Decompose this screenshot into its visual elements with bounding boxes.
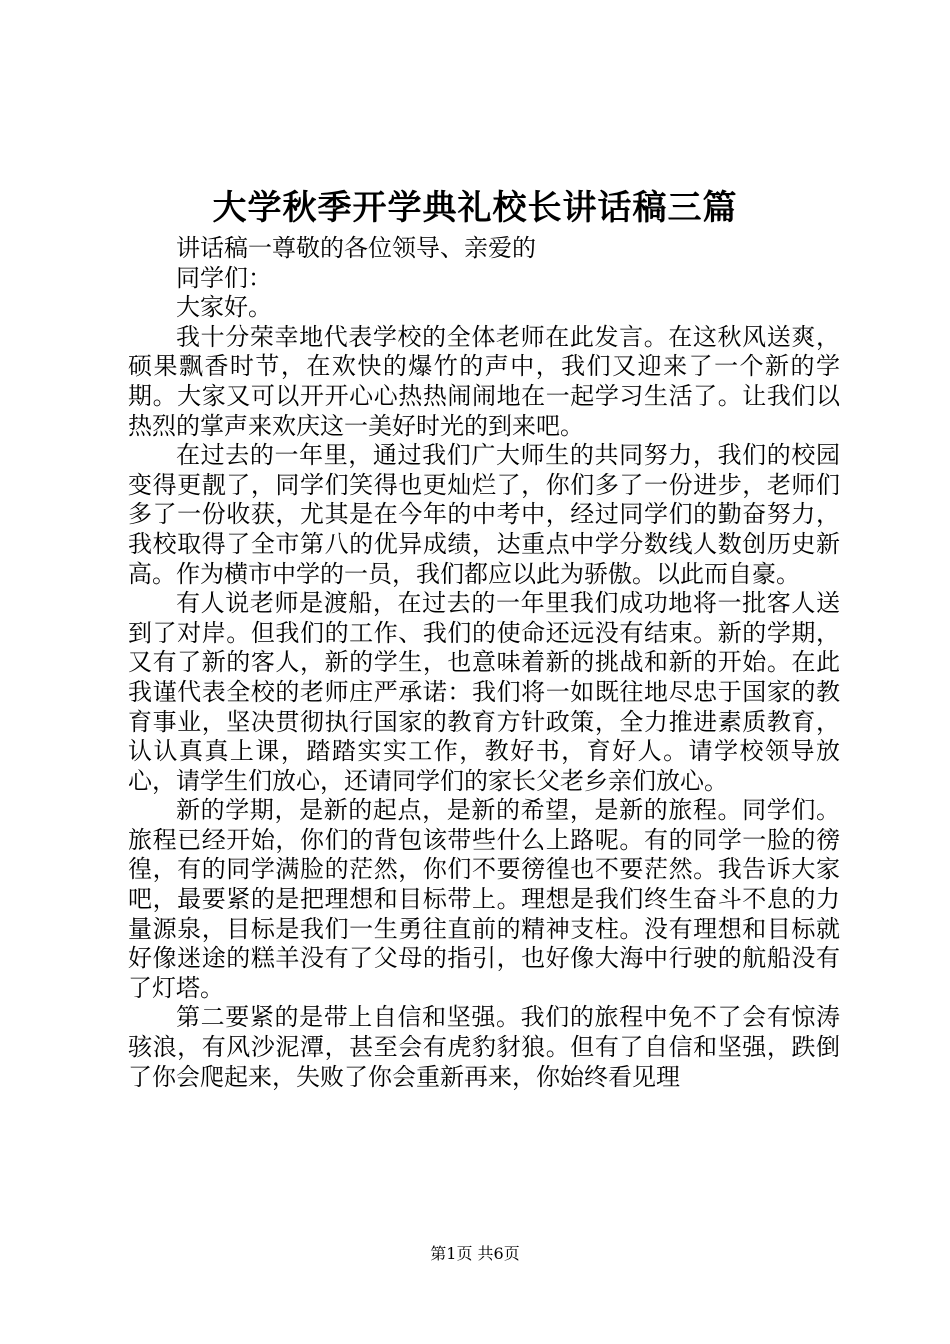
paragraph: 在过去的一年里，通过我们广大师生的共同努力，我们的校园变得更靓了，同学们笑得也更灿烂了，你们多了一份进步，老师们多了一份收获，尤其是在今年的中考中，经过同学们的勤奋努力，我校取得了全市第八的优异成绩，达重点中学分数线人数创历史新高。作为横市中学的一员，我们都应以此为骄傲。以此而自豪。 xyxy=(128,441,840,588)
paragraph-greeting: 大家好。 xyxy=(176,293,272,322)
document-body xyxy=(128,234,840,1092)
page-footer: 第1页 共6页 xyxy=(430,1244,520,1263)
paragraph-salutation: 讲话稿一尊敬的各位领导、亲爱的 xyxy=(176,234,536,262)
paragraph: 第二要紧的是带上自信和坚强。我们的旅程中免不了会有惊涛骇浪，有风沙泥潭，甚至会有虎豹豺狼。但有了自信和坚强，跌倒了你会爬起来，失败了你会重新再来，你始终看见理 xyxy=(128,1003,840,1091)
paragraph-salutation-cont: 同学们： xyxy=(176,263,272,292)
paragraph: 我十分荣幸地代表学校的全体老师在此发言。在这秋风送爽，硕果飘香时节，在欢快的爆竹的声中，我们又迎来了一个新的学期。大家又可以开开心心热热闹闹地在一起学习生活了。让我们以热烈的掌声来欢庆这一美好时光的到来吧。 xyxy=(128,322,840,440)
paragraph: 有人说老师是渡船，在过去的一年里我们成功地将一批客人送到了对岸。但我们的工作、我们的使命还远没有结束。新的学期，又有了新的客人，新的学生，也意味着新的挑战和新的开始。在此我谨代表全校的老师庄严承诺：我们将一如既往地尽忠于国家的教育事业，坚决贯彻执行国家的教育方针政策，全力推进素质教育，认认真真上课，踏踏实实工作，教好书，育好人。请学校领导放心，请学生们放心，还请同学们的家长父老乡亲们放心。 xyxy=(128,589,840,795)
document-title: 大学秋季开学典礼校长讲话稿三篇 xyxy=(212,188,738,228)
paragraph: 新的学期，是新的起点，是新的希望，是新的旅程。同学们。旅程已经开始，你们的背包该带些什么上路呢。有的同学一脸的徬徨，有的同学满脸的茫然，你们不要徬徨也不要茫然。我告诉大家吧，最要紧的是把理想和目标带上。理想是我们终生奋斗不息的力量源泉，目标是我们一生勇往直前的精神支柱。没有理想和目标就好像迷途的糕羊没有了父母的指引，也好像大海中行驶的航船没有了灯塔。 xyxy=(128,796,840,1002)
